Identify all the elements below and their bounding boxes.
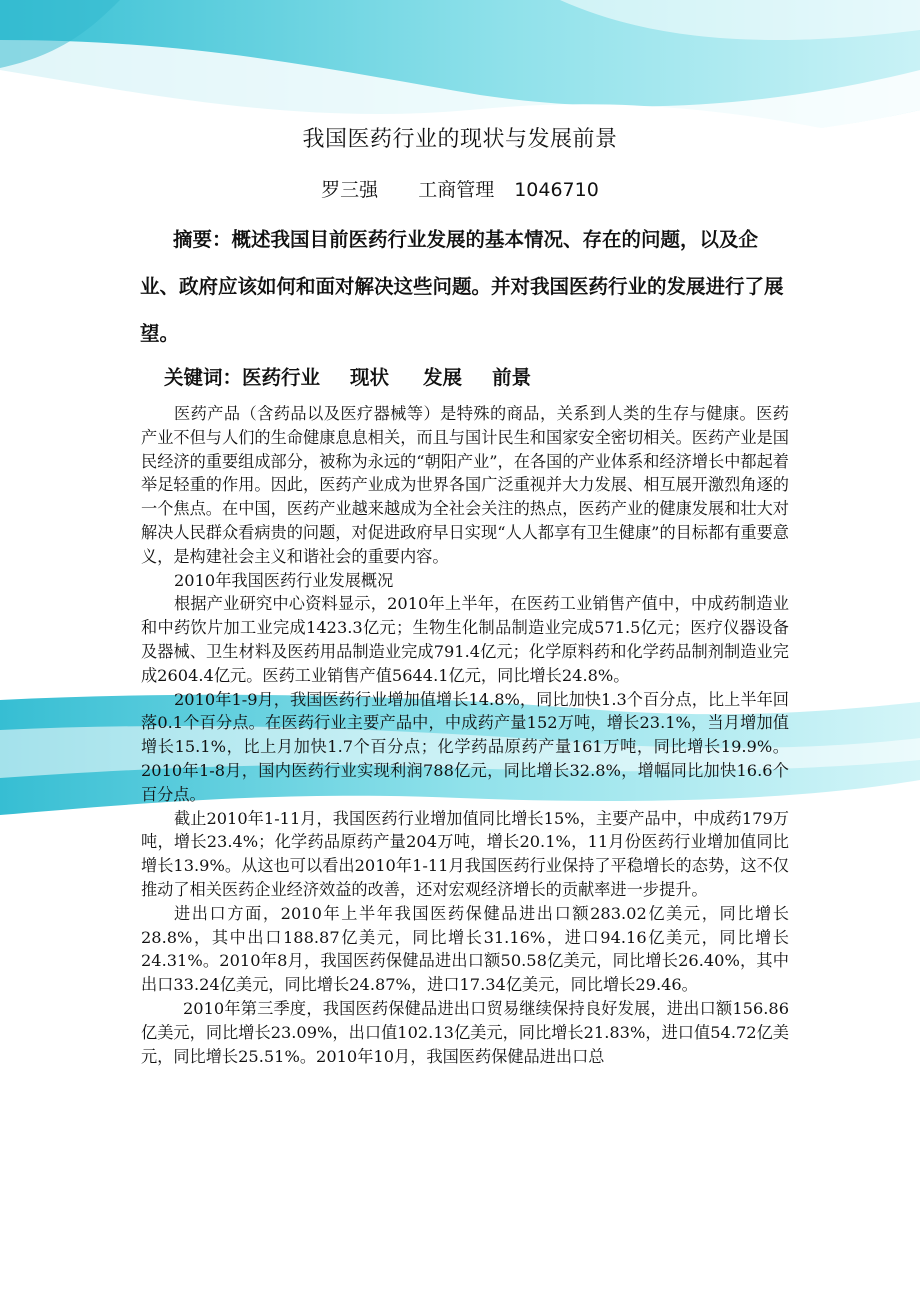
author-line	[0, 175, 920, 202]
keyword: 医药行业	[242, 366, 321, 389]
paragraph-sales-output: 根据产业研究中心资料显示，2010年上半年，在医药工业销售产值中，中成药制造业和中药饮片加工业完成1423.3亿元；生物生化制品制造业完成571.5亿元；医疗仪器设备及器械、卫生材料及医药用品制造业完成791.4亿元；化学原料药和化学药品制剂制造业完成2604.4亿元。医药工业销售产值5644.1亿元，同比增长24.8%。	[141, 594, 789, 685]
section-heading: 2010年我国医药行业发展概况	[174, 570, 394, 590]
keywords-line	[164, 362, 531, 390]
document-title: 我国医药行业的现状与发展前景	[302, 127, 618, 152]
paragraph-third-quarter: 2010年第三季度，我国医药保健品进出口贸易继续保持良好发展，进出口额156.86亿美元，同比增长23.09%，出口值102.13亿美元，同比增长21.83%，进口值54.72亿美元，同比增长25.51%。2010年10月，我国医药保健品进出口总	[141, 998, 789, 1066]
abstract: 摘要：概述我国目前医药行业发展的基本情况、存在的问题，以及企业、政府应该如何和面对解决这些问题。并对我国医药行业的发展进行了展望。	[140, 228, 784, 345]
paragraph-growth-jan-sep: 2010年1-9月，我国医药行业增加值增长14.8%，同比加快1.3个百分点，比上半年回落0.1个百分点。在医药行业主要产品中，中成药产量152万吨，增长23.1%，当月增加值增长15.1%，比上月加快1.7个百分点；化学药品原药产量161万吨，同比增长19.9%。2010年1-8月，国内医药行业实现利润788亿元，同比增长32.8%，增幅同比加快16.6个百分点。	[141, 689, 789, 804]
paragraph-import-export: 进出口方面，2010年上半年我国医药保健品进出口额283.02亿美元，同比增长28.8%，其中出口188.87亿美元，同比增长31.16%，进口94.16亿美元，同比增长24.31%。2010年8月，我国医药保健品进出口额50.58亿美元，同比增长26.40%，其中出口33.24亿美元，同比增长24.87%，进口17.34亿美元，同比增长29.46。	[141, 903, 789, 995]
keyword: 发展	[423, 366, 463, 389]
author-major: 工商管理	[418, 179, 495, 201]
keyword: 现状	[350, 366, 390, 389]
keywords-label: 关键词：	[164, 366, 243, 389]
paragraph-growth-jan-nov: 截止2010年1-11月，我国医药行业增加值同比增长15%，主要产品中，中成药179万吨，增长23.4%；化学药品原药产量204万吨，增长20.1%，11月份医药行业增加值同比增长13.9%。从这也可以看出2010年1-11月我国医药行业保持了平稳增长的态势，这不仅推动了相关医药企业经济效益的改善，还对宏观经济增长的贡献率进一步提升。	[141, 808, 789, 899]
author-student-id: 1046710	[514, 179, 599, 201]
author-name: 罗三强	[321, 179, 379, 201]
keyword: 前景	[492, 366, 532, 389]
paragraph-intro: 医药产品（含药品以及医疗器械等）是特殊的商品，关系到人类的生存与健康。医药产业不但与人们的生命健康息息相关，而且与国计民生和国家安全密切相关。医药产业是国民经济的重要组成部分，被称为永远的“朝阳产业”，在各国的产业体系和经济增长中都起着举足轻重的作用。因此，医药产业成为世界各国广泛重视并大力发展、相互展开激烈角逐的一个焦点。在中国，医药产业越来越成为全社会关注的热点，医药产业的健康发展和壮大对解决人民群众看病贵的问题，对促进政府早日实现“人人都享有卫生健康”的目标都有重要意义，是构建社会主义和谐社会的重要内容。	[141, 404, 789, 566]
body-text	[141, 402, 789, 1068]
